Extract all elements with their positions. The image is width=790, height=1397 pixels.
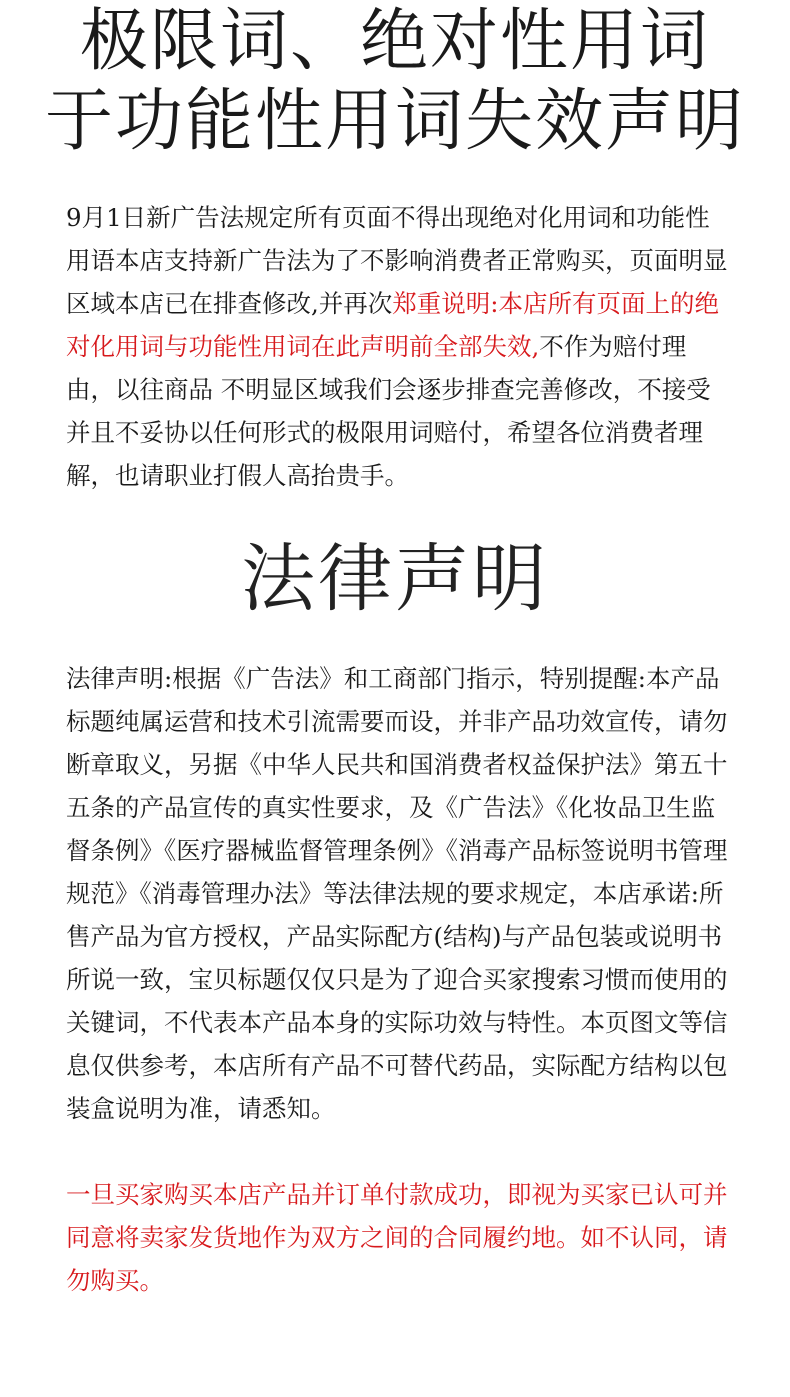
disclaimer-text-intro: 9月1日新广告法规定所有页面不得出现绝对化用词和功能性用语本店支持新广告法为了不影响消费者正常购买，页面明显区域本店已在排查修改,并再次 <box>66 203 728 318</box>
disclaimer-paragraph <box>66 196 730 497</box>
disclaimer-text-highlight: 郑重说明:本店所有页面上的绝对化用词与功能性用词在此声明前全部失效, <box>66 289 720 361</box>
disclaimer-title <box>0 2 790 162</box>
legal-paragraph: 法律声明:根据《广告法》和工商部门指示，特别提醒:本产品标题纯属运营和技术引流需要而设，并非产品功效宣传，请勿断章取义，另据《中华人民共和国消费者权益保护法》第五十五条的产品宣传的真实性要求，及《广告法》《化妆品卫生监督条例》《医疗器械监督管理条例》《消毒产品标签说明书管理规范》《消毒管理办法》等法律法规的要求规定，本店承诺:所售产品为官方授权，产品实际配方(结构)与产品包装或说明书所说一致，宝贝标题仅仅只是为了迎合买家搜索习惯而使用的关键词，不代表本产品本身的实际功效与特性。本页图文等信息仅供参考，本店所有产品不可替代药品，实际配方结构以包装盒说明为准，请悉知。 <box>66 664 728 1123</box>
disclaimer-title-line1: 极限词、绝对性用词 <box>79 2 710 81</box>
disclaimer-text-outro: 不作为赔付理由，以往商品 不明显区域我们会逐步排查完善修改，不接受并且不妥协以任何形式的极限用词赔付，希望各位消费者理解，也请职业打假人高抬贵手。 <box>66 332 711 490</box>
legal-title: 法律声明 <box>241 536 549 622</box>
disclaimer-title-line2: 于功能性用词失效声明 <box>44 82 745 161</box>
legal-contract-notice: 一旦买家购买本店产品并订单付款成功，即视为买家已认可并同意将卖家发货地作为双方之间的合同履约地。如不认同，请勿购买。 <box>66 1180 728 1295</box>
